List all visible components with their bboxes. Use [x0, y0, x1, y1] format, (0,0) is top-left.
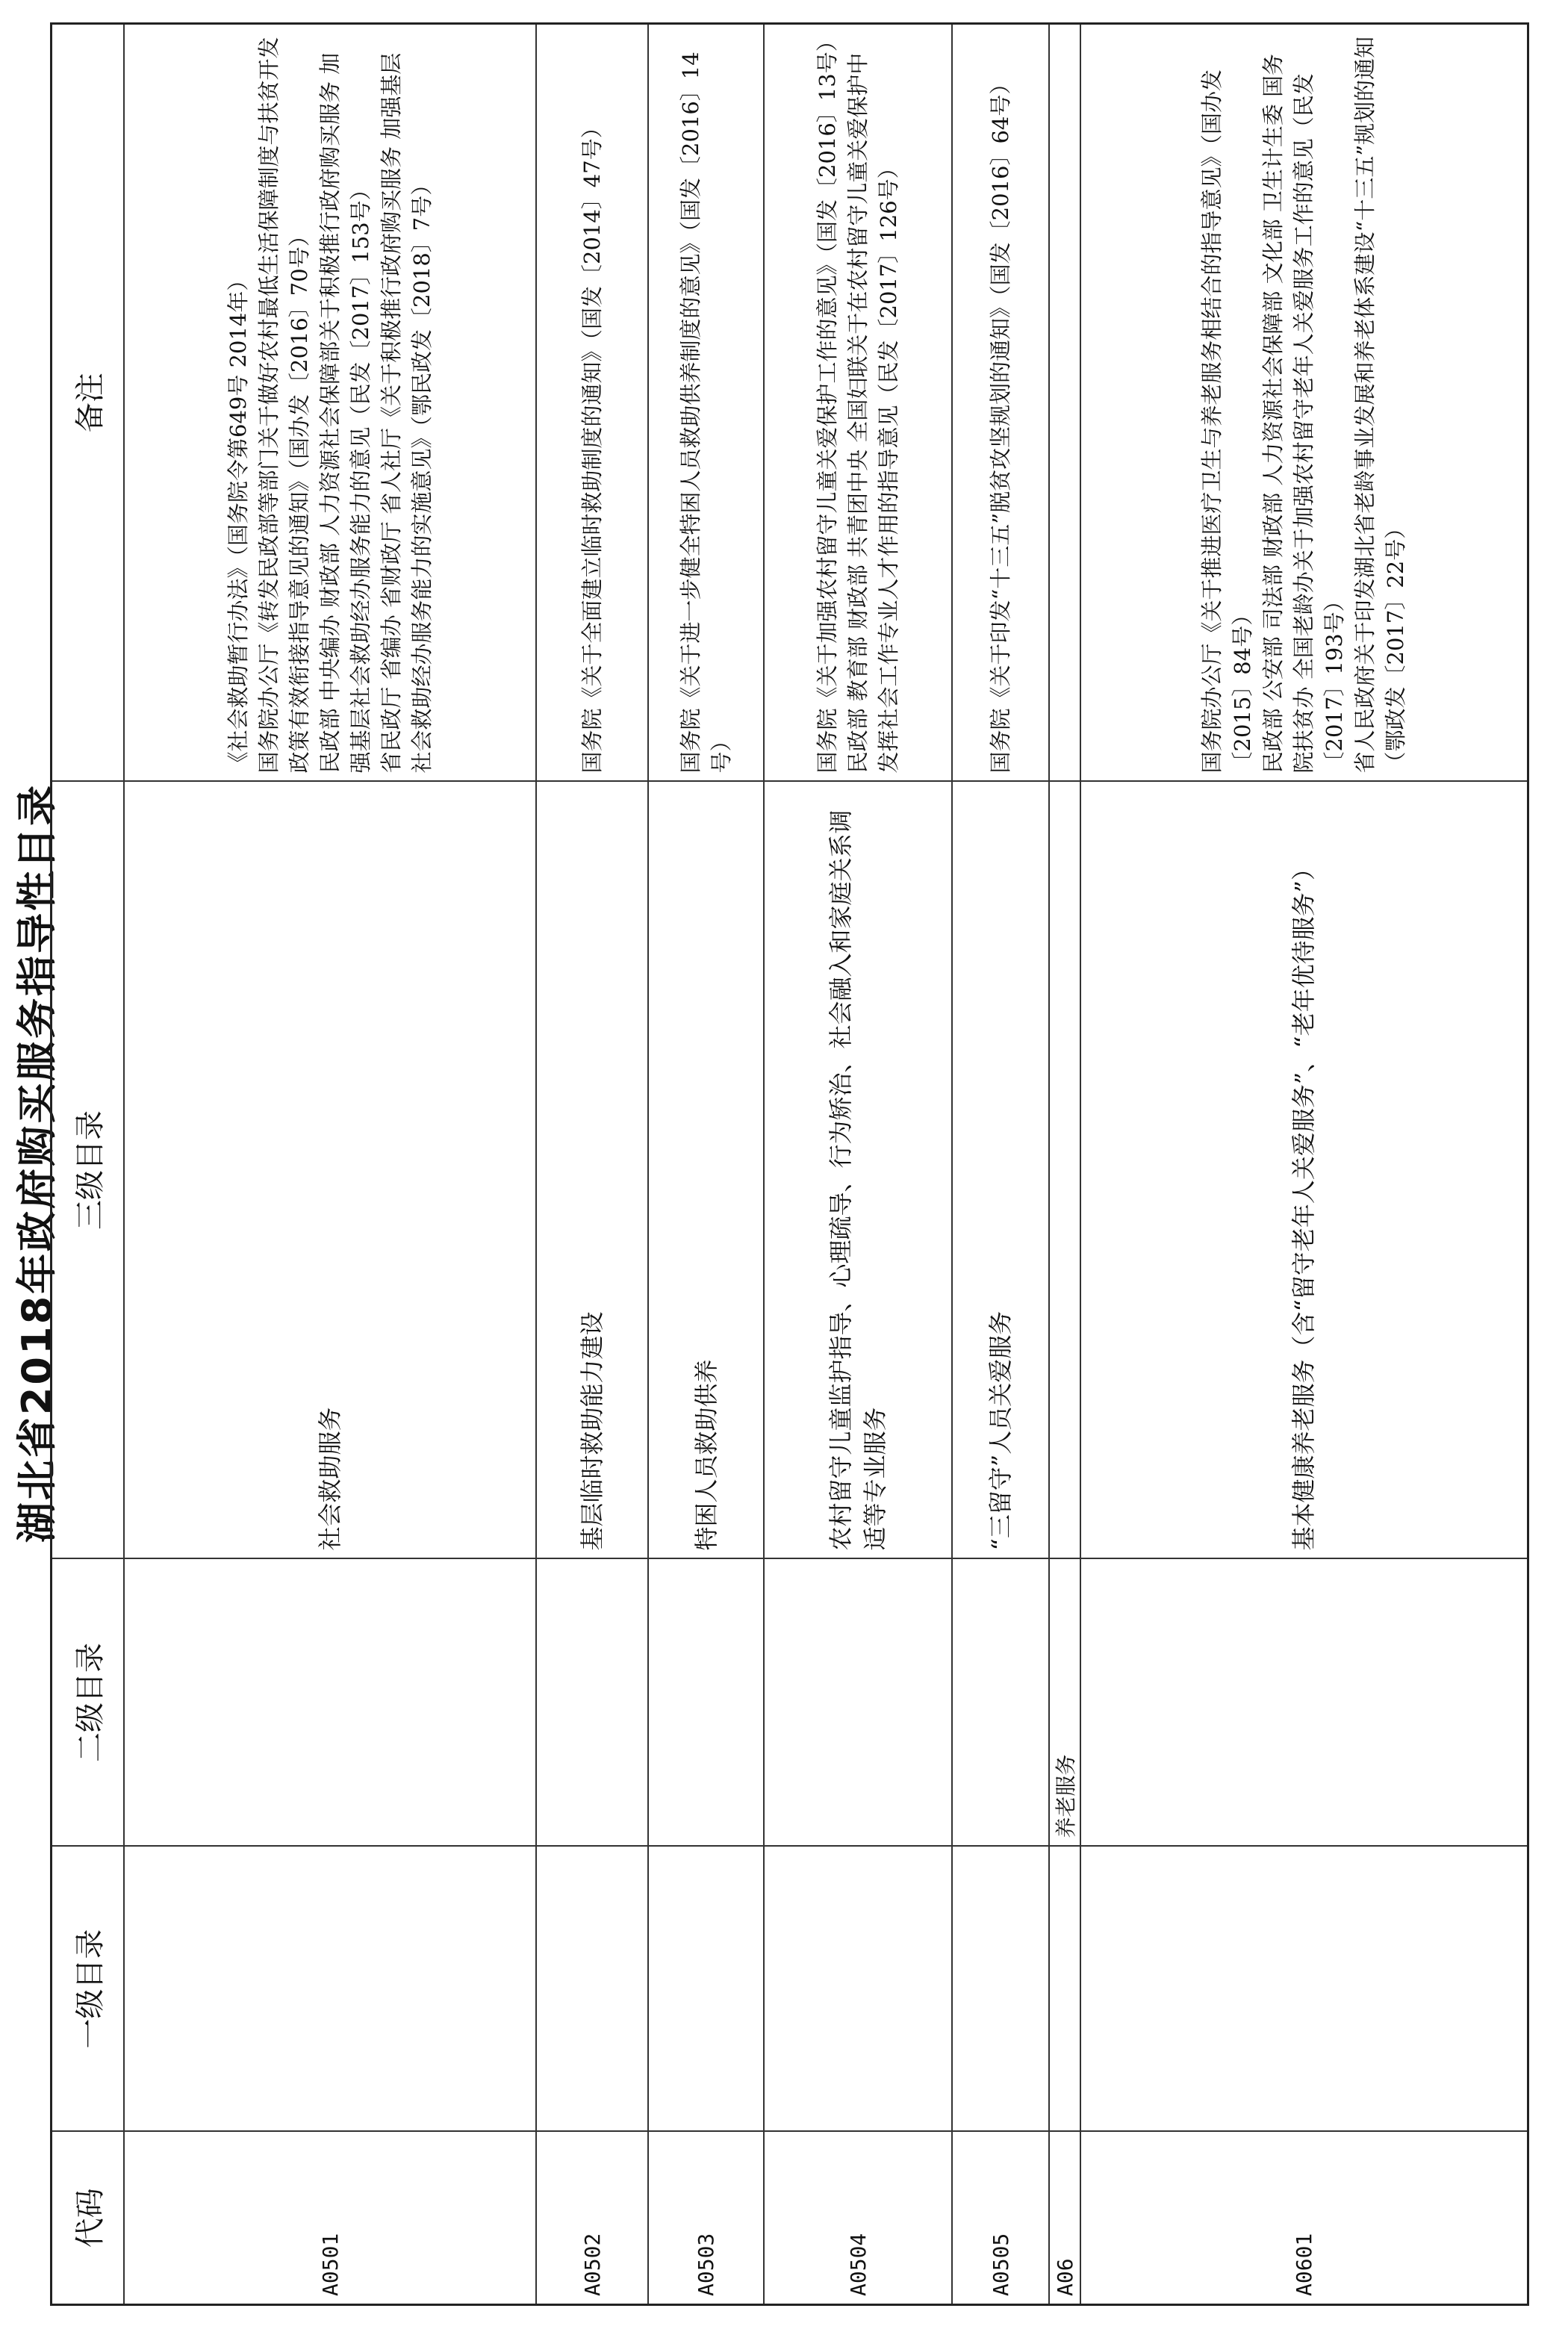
table-row	[1049, 24, 1080, 2305]
row-notes	[1080, 24, 1528, 782]
row-level1	[1080, 1847, 1528, 2132]
row-code: A06	[1049, 2132, 1080, 2305]
row-level1	[648, 1847, 764, 2132]
row-notes	[1049, 24, 1080, 782]
table-row	[952, 24, 1049, 2305]
note-line: 国务院办公厅《转发民政部等部门关于做好农村最低生活保障制度与扶贫开发政策有效衔接指导意见的通知》（国办发〔2016〕70号）	[255, 37, 312, 774]
row-level2	[648, 1559, 764, 1847]
row-level1	[124, 1847, 536, 2132]
header-notes: 备注	[52, 24, 125, 782]
row-level3: 农村留守儿童监护指导、心理疏导、行为矫治、社会融入和家庭关系调适等专业服务	[764, 782, 952, 1559]
row-notes	[648, 24, 764, 782]
row-code: A0502	[536, 2132, 648, 2305]
row-level2	[124, 1559, 536, 1847]
row-level2	[764, 1559, 952, 1847]
row-level3	[1049, 782, 1080, 1559]
row-notes	[536, 24, 648, 782]
row-code: A0504	[764, 2132, 952, 2305]
row-level3: 特困人员救助供养	[648, 782, 764, 1559]
table-row	[1080, 24, 1528, 2305]
note-line: 国务院《关于印发“十三五”脱贫攻坚规划的通知》（国发〔2016〕64号）	[987, 72, 1013, 774]
table-row	[124, 24, 536, 2305]
header-level1: 一级目录	[52, 1847, 125, 2132]
row-level1	[536, 1847, 648, 2132]
header-row	[52, 24, 125, 2305]
catalog-table	[50, 22, 1529, 2306]
row-level2: 养老服务	[1049, 1559, 1080, 1847]
row-notes	[952, 24, 1049, 782]
note-line: 国务院办公厅《关于推进医疗卫生与养老服务相结合的指导意见》（国办发〔2015〕84号）	[1198, 69, 1255, 774]
header-level3: 三级目录	[52, 782, 125, 1559]
row-level3: 基层临时救助能力建设	[536, 782, 648, 1559]
note-line: 民政部 公安部 司法部 财政部 人力资源社会保障部 文化部 卫生计生委 国务院扶贫办 全国老龄办关于加强农村留守老年人关爱服务工作的意见（民发〔2017〕193号）	[1260, 53, 1347, 774]
row-level2	[952, 1559, 1049, 1847]
row-notes	[124, 24, 536, 782]
note-line: 国务院《关于加强农村留守儿童关爱保护工作的意见》（国发〔2016〕13号）	[814, 30, 840, 774]
note-line: 省人民政府关于印发湖北省老龄事业发展和养老体系建设“十三五”规划的通知（鄂政发〔2017〕22号）	[1351, 36, 1408, 774]
row-code: A0601	[1080, 2132, 1528, 2305]
row-level1	[1049, 1847, 1080, 2132]
table-row	[536, 24, 648, 2305]
note-line: 《社会救助暂行办法》（国务院令第649号 2014年）	[225, 269, 251, 774]
table-row	[648, 24, 764, 2305]
row-notes	[764, 24, 952, 782]
row-code: A0505	[952, 2132, 1049, 2305]
header-code: 代码	[52, 2132, 125, 2305]
document-title: 湖北省2018年政府购买服务指导性目录	[13, 783, 60, 1543]
note-line: 民政部 教育部 财政部 共青团中央 全国妇联关于在农村留守儿童关爱保护中发挥社会工作专业人才作用的指导意见（民发〔2017〕126号）	[844, 52, 901, 774]
note-line: 民政部 中央编办 财政部 人力资源社会保障部关于积极推行政府购买服务 加强基层社会救助经办服务能力的意见（民发〔2017〕153号）	[317, 52, 373, 774]
row-level3: 基本健康养老服务（含“留守老年人关爱服务”、“老年优待服务”）	[1080, 782, 1528, 1559]
row-level3: “三留守”人员关爱服务	[952, 782, 1049, 1559]
row-code: A0501	[124, 2132, 536, 2305]
row-level2	[1080, 1559, 1528, 1847]
table-row	[764, 24, 952, 2305]
row-level3: 社会救助服务	[124, 782, 536, 1559]
row-level1	[764, 1847, 952, 2132]
note-line: 省民政厅 省编办 省财政厅 省人社厅《关于积极推行政府购买服务 加强基层社会救助经办服务能力的实施意见》（鄂民政发〔2018〕7号）	[378, 52, 435, 774]
note-line: 国务院《关于进一步健全特困人员救助供养制度的意见》（国发〔2016〕14号）	[677, 52, 734, 774]
row-level2	[536, 1559, 648, 1847]
row-level1	[952, 1847, 1049, 2132]
note-line: 国务院《关于全面建立临时救助制度的通知》（国发〔2014〕47号）	[579, 116, 605, 774]
row-code: A0503	[648, 2132, 764, 2305]
header-level2: 二级目录	[52, 1559, 125, 1847]
